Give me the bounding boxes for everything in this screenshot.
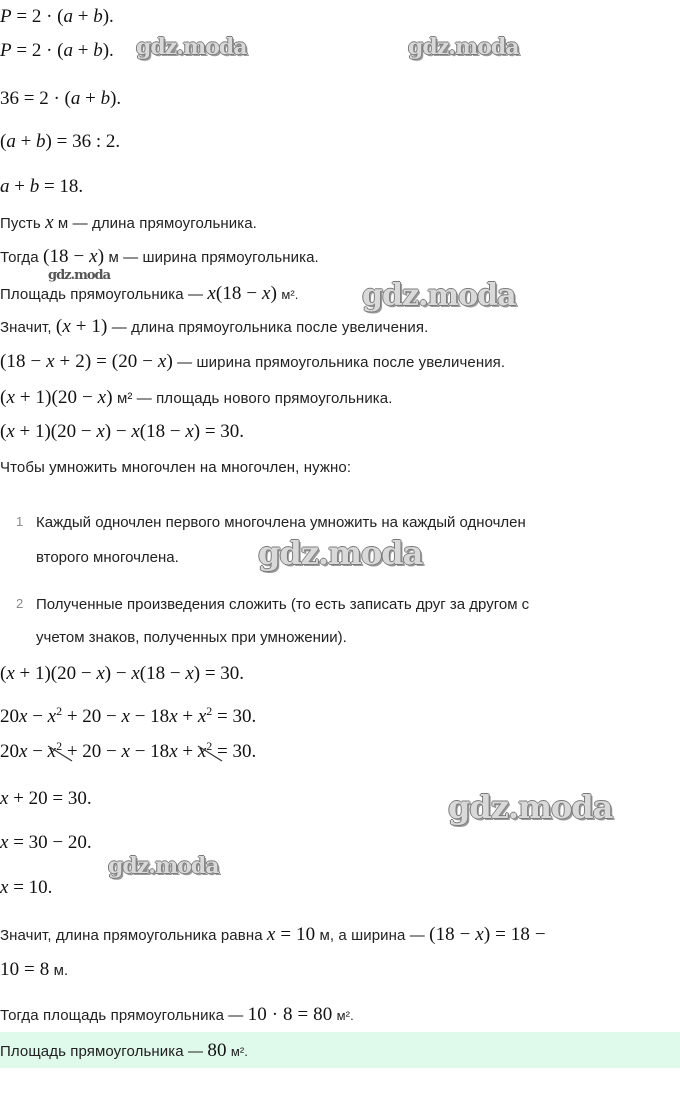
rule-text-line1: Каждый одночлен первого многочлена умножить на каждый одночлен — [36, 514, 526, 531]
new-area-math: (x + 1)(20 − x) — [0, 387, 113, 408]
area-calc-pre: Тогда площадь прямоугольника — — [0, 1007, 244, 1024]
new-width-post: — ширина прямоугольника после увеличения. — [177, 354, 506, 371]
statement-new-area — [0, 387, 393, 409]
new-length-post: — длина прямоугольника после увеличения. — [111, 319, 429, 336]
cancelled-term: $x^2$ — [198, 741, 212, 763]
statement-new-width — [0, 351, 505, 373]
watermark: gdz.moda — [108, 853, 219, 879]
width-pre: Тогда — [0, 249, 39, 266]
rule-text-line1: Полученные произведения сложить (то есть записать друг за другом с — [36, 596, 530, 613]
new-length-pre: Значит, — [0, 319, 52, 336]
equation-sum-result: a + b = 18. — [0, 176, 84, 197]
answer-box — [0, 1032, 680, 1068]
cancelled-term: $x^2$ — [48, 741, 62, 763]
width-math: (18 − x) — [43, 246, 105, 267]
new-length-math: (x + 1) — [55, 316, 108, 337]
answer-post: м². — [230, 1044, 249, 1059]
equation-sum-division: (a + b) = 36 : 2. — [0, 131, 121, 152]
statement-area — [0, 283, 299, 305]
rule-number: 1 — [16, 514, 24, 529]
statement-area-calc — [0, 1004, 354, 1026]
area-math: x(18 − x) — [207, 283, 278, 304]
area-post: м². — [281, 287, 299, 302]
equation-isolate-x: x = 30 − 20. — [0, 832, 92, 853]
equation-expanded: $20x - x^2 + 20 - x - 18x + x^2 = 30$. — [0, 704, 257, 727]
statement-let-x — [0, 212, 257, 234]
let-x-math: x — [45, 212, 54, 233]
watermark: gdz.moda — [408, 34, 519, 60]
equation-perimeter-formula-repeat: P = 2 · (a + b). — [0, 40, 114, 61]
watermark: gdz.moda — [448, 788, 613, 826]
watermark: gdz.moda — [136, 34, 247, 60]
watermark: gdz.moda — [362, 278, 516, 313]
watermark: gdz.moda — [48, 268, 111, 283]
rule-text-line2: учетом знаков, полученных при умножении). — [36, 629, 347, 646]
width-post: м — ширина прямоугольника. — [108, 249, 319, 266]
area-calc-math: 10 · 8 = 80 — [247, 1004, 333, 1025]
let-x-post: м — длина прямоугольника. — [57, 215, 257, 232]
answer-math: 80 — [207, 1040, 227, 1061]
statement-result-line1 — [0, 924, 546, 946]
rule-text-line2: второго многочлена. — [36, 549, 179, 566]
result-math1: x = 10 — [266, 924, 316, 945]
equation-x-value: x = 10. — [0, 877, 53, 898]
result-pre: Значит, длина прямоугольника равна — [0, 927, 263, 944]
equation-area-difference: (x + 1)(20 − x) − x(18 − x) = 30. — [0, 421, 245, 442]
equation-perimeter-substituted: 36 = 2 · (a + b). — [0, 88, 122, 109]
rule-intro: Чтобы умножить многочлен на многочлен, нужно: — [0, 459, 352, 476]
equation-perimeter-formula: P = 2 · (a + b). — [0, 6, 114, 27]
result-math3: 10 = 8 — [0, 959, 50, 980]
equation-simplified: x + 20 = 30. — [0, 788, 92, 809]
new-area-post: м² — площадь нового прямоугольника. — [116, 390, 393, 407]
area-pre: Площадь прямоугольника — — [0, 286, 204, 303]
watermark: gdz.moda — [258, 534, 423, 572]
statement-new-length — [0, 316, 428, 338]
result-mid: м, а ширина — — [319, 927, 425, 944]
new-width-math: (18 − x + 2) = (20 − x) — [0, 351, 173, 372]
result-post: м. — [53, 962, 69, 979]
equation-area-difference-repeat: (x + 1)(20 − x) − x(18 − x) = 30. — [0, 663, 245, 684]
answer-pre: Площадь прямоугольника — — [0, 1043, 204, 1060]
statement-width — [0, 246, 319, 268]
result-math2: (18 − x) = 18 − — [429, 924, 546, 945]
statement-result-line2 — [0, 959, 68, 981]
rule-number: 2 — [16, 596, 24, 611]
answer-text — [0, 1040, 248, 1062]
area-calc-post: м². — [336, 1008, 354, 1023]
equation-expanded-cancelled: $20x - x^2$ + $20 - x - 18x + x^2$ = 30. — [0, 739, 257, 762]
let-x-pre: Пусть — [0, 215, 41, 232]
